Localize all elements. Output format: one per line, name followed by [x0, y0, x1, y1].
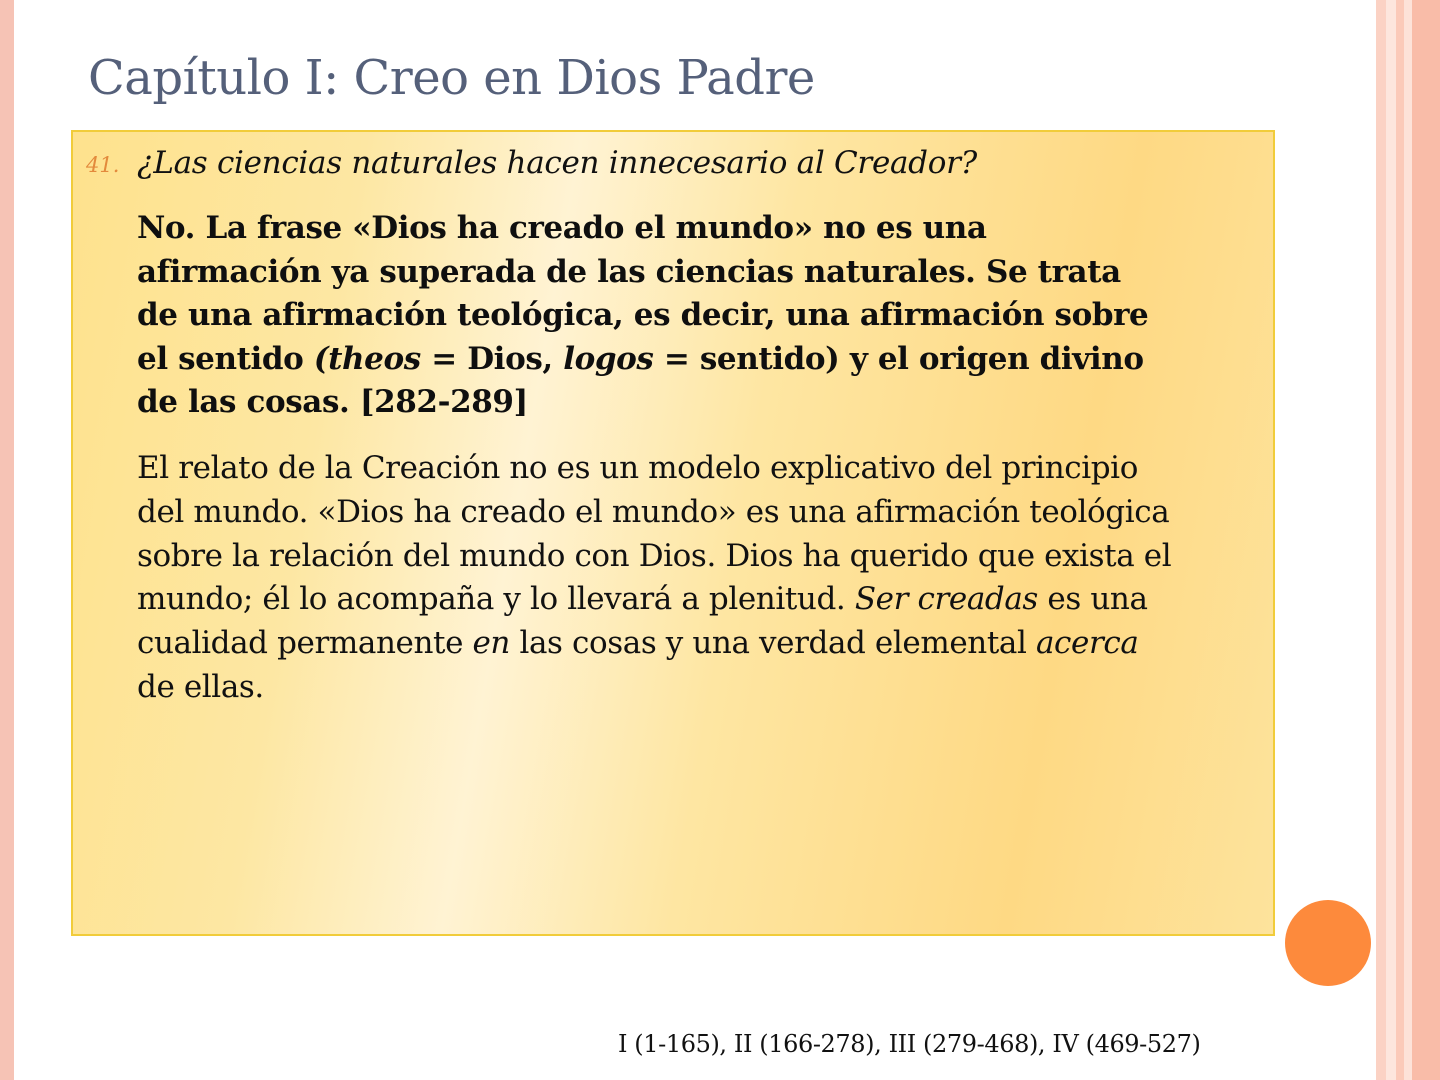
text-run: las cosas y una verdad elemental — [510, 625, 1036, 662]
answer-explanation-line — [137, 578, 1265, 622]
text-run: es una — [1037, 581, 1148, 618]
answer-summary-line: afirmación ya superada de las ciencias naturales. Se trata — [137, 253, 1121, 290]
right-border-stripe — [1412, 0, 1440, 1080]
text-run: mundo; él lo acompaña y lo llevará a plenitud. — [137, 581, 855, 618]
right-border-stripe — [1386, 0, 1396, 1080]
answer-explanation-line — [137, 622, 1265, 666]
answer-summary-line: de las cosas. [282-289] — [137, 384, 528, 420]
italic-run: (theos — [313, 340, 421, 377]
answer-summary-line — [137, 338, 1265, 382]
answer-explanation — [137, 447, 1265, 710]
answer-explanation-line: de ellas. — [137, 668, 264, 705]
text-run: cualidad permanente — [137, 625, 473, 662]
answer-summary — [137, 207, 1265, 425]
italic-run: Ser creadas — [854, 581, 1038, 618]
right-border-stripe — [1396, 0, 1404, 1080]
section-index-footer: I (1-165), II (166-278), III (279-468), IV (469-527) — [618, 1030, 1201, 1058]
left-border-stripe — [0, 0, 14, 1080]
italic-run: acerca — [1035, 625, 1139, 662]
right-border-stripe — [1376, 0, 1386, 1080]
right-border-stripe — [1404, 0, 1412, 1080]
text-run: el sentido — [137, 340, 314, 377]
question-number: 41. — [86, 153, 120, 177]
answer-explanation-line: del mundo. «Dios ha creado el mundo» es una afirmación teológica — [137, 493, 1170, 530]
answer-summary-line: de una afirmación teológica, es decir, una afirmación sobre — [137, 297, 1149, 333]
text-run: = Dios, — [420, 340, 564, 377]
answer-explanation-line: sobre la relación del mundo con Dios. Dios ha querido que exista el — [137, 537, 1172, 574]
answer-explanation-line: El relato de la Creación no es un modelo explicativo del principio — [137, 450, 1138, 486]
question-text: ¿Las ciencias naturales hacen innecesario al Creador? — [137, 145, 977, 181]
italic-run: en — [472, 625, 510, 662]
decorative-circle — [1285, 900, 1371, 986]
answer-summary-line: No. La frase «Dios ha creado el mundo» no es una — [137, 210, 987, 246]
italic-run: logos — [563, 340, 654, 377]
slide-title: Capítulo I: Creo en Dios Padre — [88, 50, 815, 106]
text-run: = sentido) y el origen divino — [653, 340, 1144, 377]
